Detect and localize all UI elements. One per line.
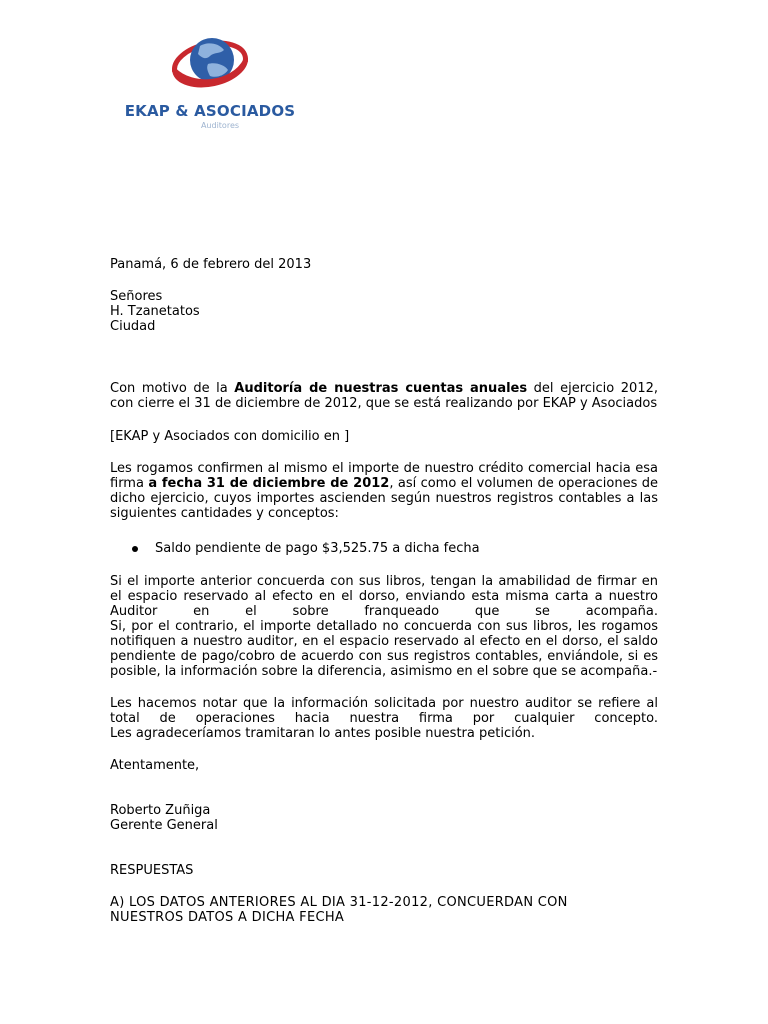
bullet-icon <box>132 546 138 552</box>
intro-text-pre: Con motivo de la <box>110 381 235 396</box>
recipient-name: H. Tzanetatos <box>110 304 200 319</box>
company-tagline: Auditores <box>200 121 240 130</box>
request-text-post: , así como el volumen de operaciones de dicho ejercicio, cuyos importes ascienden según nuestros registros contables a las siguientes cantidades y conceptos: <box>110 476 658 521</box>
response-a: A) LOS DATOS ANTERIORES AL DIA 31-12-2012, CONCUERDAN CON NUESTROS DATOS A DICHA FECHA <box>110 895 568 925</box>
note-text: Les hacemos notar que la información solicitada por nuestro auditor se refiere al total de operaciones hacia nuestra firma por cualquier concepto. <box>110 696 658 726</box>
domicile-line: [EKAP y Asociados con domicilio en ] <box>110 429 350 444</box>
signer-name: Roberto Zuñiga <box>110 803 211 818</box>
agree-text: Si el importe anterior concuerda con sus libros, tengan la amabilidad de firmar en el espacio reservado al efecto en el dorso, enviando esta misma carta a nuestro Auditor en el sobre franqueado que se acompaña. <box>110 574 658 619</box>
company-logo <box>110 30 310 135</box>
company-name: EKAP & ASOCIADOS <box>124 102 296 120</box>
intro-text-bold: Auditoría de nuestras cuentas anuales <box>234 381 528 396</box>
balance-item: Saldo pendiente de pago $3,525.75 a dicha fecha <box>155 541 480 556</box>
request-text-bold: a fecha 31 de diciembre de 2012 <box>148 476 390 491</box>
intro-text-post: del ejercicio 2012, con cierre el 31 de diciembre de 2012, que se está realizando por EKAP y Asociados <box>110 381 658 411</box>
agree-paragraph <box>110 574 658 679</box>
letter-date: Panamá, 6 de febrero del 2013 <box>110 257 312 272</box>
request-text-pre: Les rogamos confirmen al mismo el importe de nuestro crédito comercial hacia esa firma <box>110 461 658 491</box>
disagree-text: Si, por el contrario, el importe detallado no concuerda con sus libros, les rogamos notifiquen a nuestro auditor, en el espacio reservado al efecto en el dorso, el saldo pendiente de pago/cobro de acuerdo con sus registros contables, enviándole, si es posible, la información sobre la diferencia, asimismo en el sobre que se acompaña.- <box>110 619 658 679</box>
signer-title: Gerente General <box>110 818 218 833</box>
recipient-block <box>110 289 658 334</box>
thanks-text: Les agradeceríamos tramitaran lo antes posible nuestra petición. <box>110 726 536 741</box>
note-paragraph <box>110 696 658 741</box>
recipient-city: Ciudad <box>110 319 156 334</box>
recipient-salutation: Señores <box>110 289 163 304</box>
request-paragraph <box>110 461 658 521</box>
closing-line: Atentamente, <box>110 758 200 773</box>
signature-block <box>110 803 658 833</box>
responses-heading: RESPUESTAS <box>110 863 194 878</box>
globe-logo-icon <box>172 30 248 98</box>
intro-paragraph <box>110 381 658 411</box>
